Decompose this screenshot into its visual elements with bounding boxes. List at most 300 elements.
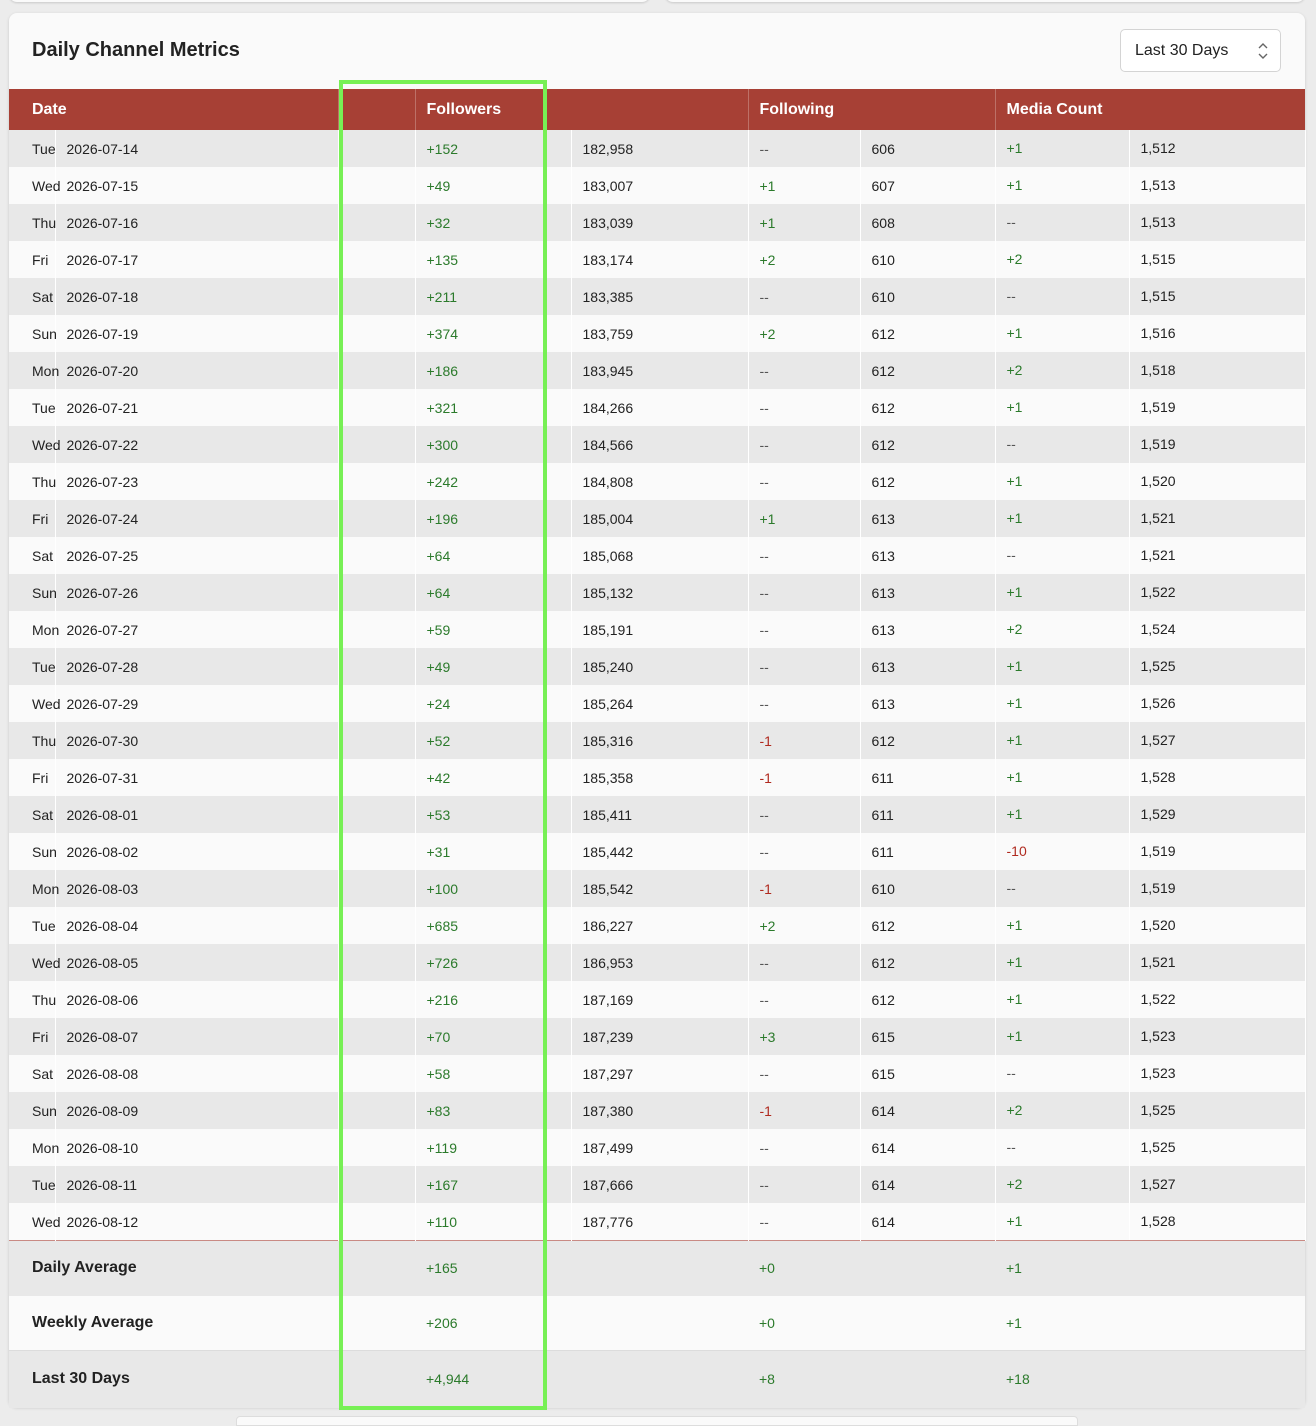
following-delta-cell: +2 (748, 315, 860, 352)
following-total-cell: 613 (860, 648, 995, 685)
date-cell: 2026-08-05 (55, 944, 338, 981)
following-total-cell: 612 (860, 907, 995, 944)
date-cell: 2026-07-23 (55, 463, 338, 500)
following-total-cell: 612 (860, 981, 995, 1018)
media-total: 1,516 (1129, 315, 1176, 352)
media-cell (995, 537, 1305, 574)
spacer-cell (338, 759, 415, 796)
spacer-cell (338, 130, 415, 167)
followers-total-cell: 187,297 (571, 1055, 748, 1092)
date-cell: 2026-07-27 (55, 611, 338, 648)
metrics-table (9, 89, 1306, 1408)
followers-total-cell: 187,169 (571, 981, 748, 1018)
date-cell: 2026-07-28 (55, 648, 338, 685)
media-total: 1,521 (1129, 500, 1176, 537)
media-cell (995, 167, 1305, 204)
following-total-cell: 614 (860, 1166, 995, 1203)
day-cell: Fri (9, 500, 55, 537)
media-total: 1,515 (1129, 241, 1176, 278)
following-delta-cell: -1 (748, 722, 860, 759)
following-total-cell: 612 (860, 722, 995, 759)
following-delta-cell: -- (748, 981, 860, 1018)
followers-delta-cell: +374 (415, 315, 571, 352)
date-cell: 2026-07-21 (55, 389, 338, 426)
media-delta: +1 (1006, 399, 1023, 415)
media-total: 1,521 (1129, 944, 1176, 981)
spacer-cell (338, 167, 415, 204)
followers-total-cell: 186,953 (571, 944, 748, 981)
spacer-cell (338, 389, 415, 426)
date-cell: 2026-08-04 (55, 907, 338, 944)
spacer-cell (338, 500, 415, 537)
column-header-date[interactable]: Date (9, 89, 338, 130)
following-total-cell: 613 (860, 685, 995, 722)
day-cell: Sat (9, 796, 55, 833)
media-cell (995, 1203, 1305, 1241)
spacer-cell (338, 796, 415, 833)
followers-total-cell: 187,666 (571, 1166, 748, 1203)
following-total-cell: 611 (860, 759, 995, 796)
spacer-cell (338, 574, 415, 611)
day-cell: Sun (9, 574, 55, 611)
following-total-cell: 612 (860, 352, 995, 389)
table-row (9, 611, 1305, 648)
table-row (9, 352, 1305, 389)
day-cell: Thu (9, 204, 55, 241)
media-total: 1,512 (1129, 130, 1176, 167)
date-cell: 2026-07-25 (55, 537, 338, 574)
followers-total-cell: 183,759 (571, 315, 748, 352)
date-cell: 2026-07-30 (55, 722, 338, 759)
following-total-cell: 613 (860, 500, 995, 537)
followers-delta-cell: +70 (415, 1018, 571, 1055)
following-delta-cell: -- (748, 1203, 860, 1241)
followers-delta-cell: +135 (415, 241, 571, 278)
day-cell: Tue (9, 389, 55, 426)
following-total-cell: 614 (860, 1203, 995, 1241)
following-total-cell: 612 (860, 389, 995, 426)
following-total-cell: 611 (860, 833, 995, 870)
media-cell (995, 796, 1305, 833)
followers-total-cell: 185,316 (571, 722, 748, 759)
followers-delta-cell: +31 (415, 833, 571, 870)
followers-delta-cell: +64 (415, 537, 571, 574)
followers-delta-cell: +216 (415, 981, 571, 1018)
media-total: 1,520 (1129, 463, 1176, 500)
media-total: 1,515 (1129, 278, 1176, 315)
table-row (9, 130, 1305, 167)
media-total: 1,523 (1129, 1018, 1176, 1055)
date-cell: 2026-08-11 (55, 1166, 338, 1203)
table-header-row (9, 89, 1305, 130)
media-cell (995, 759, 1305, 796)
followers-delta-cell: +42 (415, 759, 571, 796)
table-row (9, 389, 1305, 426)
followers-total-cell: 185,068 (571, 537, 748, 574)
media-delta: +1 (1006, 658, 1023, 674)
media-delta: +1 (1006, 584, 1023, 600)
media-cell (995, 500, 1305, 537)
followers-total-cell: 185,411 (571, 796, 748, 833)
day-cell: Mon (9, 352, 55, 389)
media-total: 1,525 (1129, 1092, 1176, 1129)
followers-total-cell: 184,566 (571, 426, 748, 463)
following-delta-cell: -- (748, 611, 860, 648)
media-total: 1,520 (1129, 907, 1176, 944)
date-cell: 2026-07-24 (55, 500, 338, 537)
spacer-cell (338, 870, 415, 907)
day-cell: Sun (9, 1092, 55, 1129)
followers-delta-cell: +52 (415, 722, 571, 759)
followers-delta-cell: +726 (415, 944, 571, 981)
table-row (9, 907, 1305, 944)
spacer-cell (338, 981, 415, 1018)
day-cell: Fri (9, 241, 55, 278)
media-total: 1,527 (1129, 722, 1176, 759)
followers-delta-cell: +167 (415, 1166, 571, 1203)
media-cell (995, 241, 1305, 278)
followers-delta-cell: +110 (415, 1203, 571, 1241)
following-delta-cell: -- (748, 278, 860, 315)
following-total-cell: 610 (860, 241, 995, 278)
followers-delta-cell: +321 (415, 389, 571, 426)
following-total-cell: 615 (860, 1055, 995, 1092)
media-delta: +1 (1006, 1213, 1023, 1229)
day-cell: Fri (9, 759, 55, 796)
following-total-cell: 607 (860, 167, 995, 204)
following-total-cell: 610 (860, 278, 995, 315)
summary-row (9, 1241, 1305, 1296)
media-total: 1,522 (1129, 574, 1176, 611)
day-cell: Wed (9, 1203, 55, 1241)
summary-media: +1 (1006, 1314, 1022, 1331)
day-cell: Thu (9, 463, 55, 500)
table-row (9, 278, 1305, 315)
media-total: 1,518 (1129, 352, 1176, 389)
summary-following: +0 (759, 1260, 775, 1277)
summary-row (9, 1351, 1305, 1408)
followers-delta-cell: +32 (415, 204, 571, 241)
date-cell: 2026-07-29 (55, 685, 338, 722)
media-delta: +1 (1006, 732, 1023, 748)
media-total: 1,521 (1129, 537, 1176, 574)
summary-row (9, 1296, 1305, 1351)
following-delta-cell: -1 (748, 1092, 860, 1129)
media-total: 1,523 (1129, 1055, 1176, 1092)
media-total: 1,527 (1129, 1166, 1176, 1203)
next-card (236, 1416, 1078, 1426)
table-row (9, 1018, 1305, 1055)
followers-total-cell: 183,039 (571, 204, 748, 241)
media-delta: +1 (1006, 991, 1023, 1007)
followers-total-cell: 183,174 (571, 241, 748, 278)
day-cell: Wed (9, 685, 55, 722)
following-delta-cell: -- (748, 463, 860, 500)
date-cell: 2026-07-19 (55, 315, 338, 352)
media-cell (995, 463, 1305, 500)
spacer-cell (338, 944, 415, 981)
media-delta: +2 (1006, 362, 1023, 378)
followers-delta-cell: +300 (415, 426, 571, 463)
media-cell (995, 907, 1305, 944)
media-delta: -- (1006, 288, 1016, 304)
following-total-cell: 606 (860, 130, 995, 167)
following-total-cell: 614 (860, 1129, 995, 1166)
media-delta: +2 (1006, 621, 1023, 637)
following-total-cell: 615 (860, 1018, 995, 1055)
media-delta: +1 (1006, 769, 1023, 785)
table-row (9, 1166, 1305, 1203)
date-cell: 2026-08-08 (55, 1055, 338, 1092)
followers-delta-cell: +211 (415, 278, 571, 315)
following-total-cell: 613 (860, 537, 995, 574)
followers-delta-cell: +59 (415, 611, 571, 648)
day-cell: Wed (9, 167, 55, 204)
following-delta-cell: +1 (748, 204, 860, 241)
media-delta: +2 (1006, 251, 1023, 267)
day-cell: Tue (9, 1166, 55, 1203)
date-cell: 2026-08-07 (55, 1018, 338, 1055)
date-cell: 2026-08-12 (55, 1203, 338, 1241)
date-cell: 2026-07-14 (55, 130, 338, 167)
media-total: 1,519 (1129, 833, 1176, 870)
media-cell (995, 204, 1305, 241)
following-delta-cell: +2 (748, 907, 860, 944)
followers-total-cell: 185,004 (571, 500, 748, 537)
table-row (9, 759, 1305, 796)
media-delta: -- (1006, 880, 1016, 896)
followers-delta-cell: +196 (415, 500, 571, 537)
media-total: 1,525 (1129, 648, 1176, 685)
spacer-cell (338, 241, 415, 278)
previous-card-left (9, 0, 650, 2)
followers-delta-cell: +24 (415, 685, 571, 722)
card-title: Daily Channel Metrics (32, 39, 240, 61)
table-row (9, 500, 1305, 537)
table-row (9, 1203, 1305, 1241)
day-cell: Sat (9, 537, 55, 574)
media-total: 1,524 (1129, 611, 1176, 648)
table-row (9, 944, 1305, 981)
date-cell: 2026-07-20 (55, 352, 338, 389)
following-delta-cell: -- (748, 130, 860, 167)
media-delta: +1 (1006, 1028, 1023, 1044)
following-delta-cell: +1 (748, 167, 860, 204)
summary-media: +1 (1006, 1260, 1022, 1277)
followers-delta-cell: +49 (415, 167, 571, 204)
summary-label: Weekly Average (32, 1313, 154, 1331)
spacer-cell (338, 685, 415, 722)
followers-total-cell: 184,808 (571, 463, 748, 500)
column-header-media-count[interactable]: Media Count (1006, 100, 1103, 118)
followers-delta-cell: +53 (415, 796, 571, 833)
media-cell (995, 278, 1305, 315)
table-row (9, 1055, 1305, 1092)
media-delta: +2 (1006, 1102, 1023, 1118)
table-row (9, 833, 1305, 870)
media-delta: +1 (1006, 140, 1023, 156)
table-row (9, 981, 1305, 1018)
date-cell: 2026-07-26 (55, 574, 338, 611)
following-delta-cell: -- (748, 648, 860, 685)
media-cell (995, 1018, 1305, 1055)
media-delta: +1 (1006, 695, 1023, 711)
table-row (9, 722, 1305, 759)
following-total-cell: 612 (860, 315, 995, 352)
spacer-cell (338, 1166, 415, 1203)
table-row (9, 426, 1305, 463)
spacer-cell (338, 1092, 415, 1129)
spacer-cell (338, 278, 415, 315)
date-cell: 2026-07-17 (55, 241, 338, 278)
following-total-cell: 613 (860, 611, 995, 648)
following-delta-cell: -- (748, 685, 860, 722)
media-total: 1,513 (1129, 204, 1176, 241)
table-row (9, 796, 1305, 833)
following-delta-cell: +3 (748, 1018, 860, 1055)
date-cell: 2026-07-31 (55, 759, 338, 796)
spacer-cell (338, 315, 415, 352)
date-cell: 2026-08-10 (55, 1129, 338, 1166)
followers-total-cell: 187,499 (571, 1129, 748, 1166)
day-cell: Mon (9, 611, 55, 648)
following-delta-cell: +1 (748, 500, 860, 537)
table-row (9, 537, 1305, 574)
following-total-cell: 612 (860, 426, 995, 463)
following-delta-cell: -- (748, 833, 860, 870)
following-total-cell: 612 (860, 944, 995, 981)
media-delta: -- (1006, 214, 1016, 230)
following-delta-cell: -1 (748, 870, 860, 907)
table-row (9, 1129, 1305, 1166)
followers-total-cell: 185,542 (571, 870, 748, 907)
followers-delta-cell: +242 (415, 463, 571, 500)
spacer-cell (338, 1055, 415, 1092)
media-total: 1,526 (1129, 685, 1176, 722)
column-header-following[interactable]: Following (748, 89, 995, 130)
media-cell (995, 315, 1305, 352)
media-cell (995, 426, 1305, 463)
following-delta-cell: -- (748, 352, 860, 389)
media-cell (995, 981, 1305, 1018)
followers-total-cell: 187,239 (571, 1018, 748, 1055)
day-cell: Sun (9, 833, 55, 870)
followers-total-cell: 184,266 (571, 389, 748, 426)
media-cell (995, 833, 1305, 870)
media-delta: -- (1006, 547, 1016, 563)
column-header-followers[interactable]: Followers (415, 89, 748, 130)
table-row (9, 241, 1305, 278)
following-total-cell: 613 (860, 574, 995, 611)
following-delta-cell: -- (748, 1166, 860, 1203)
summary-body (9, 1241, 1305, 1408)
media-delta: -10 (1006, 843, 1027, 859)
media-delta: -- (1006, 1065, 1016, 1081)
day-cell: Fri (9, 1018, 55, 1055)
followers-delta-cell: +100 (415, 870, 571, 907)
spacer-cell (338, 611, 415, 648)
date-range-select[interactable] (1120, 29, 1281, 72)
following-delta-cell: -- (748, 537, 860, 574)
media-delta: +1 (1006, 177, 1023, 193)
summary-label: Daily Average (32, 1259, 137, 1277)
spacer-cell (338, 722, 415, 759)
summary-followers: +4,944 (426, 1371, 470, 1388)
followers-delta-cell: +685 (415, 907, 571, 944)
following-total-cell: 608 (860, 204, 995, 241)
followers-total-cell: 185,442 (571, 833, 748, 870)
day-cell: Wed (9, 426, 55, 463)
spacer-cell (338, 352, 415, 389)
day-cell: Tue (9, 648, 55, 685)
followers-delta-cell: +49 (415, 648, 571, 685)
media-delta: +1 (1006, 473, 1023, 489)
media-cell (995, 611, 1305, 648)
day-cell: Wed (9, 944, 55, 981)
media-total: 1,519 (1129, 389, 1176, 426)
spacer-cell (338, 537, 415, 574)
spacer-cell (338, 648, 415, 685)
followers-total-cell: 183,007 (571, 167, 748, 204)
followers-total-cell: 182,958 (571, 130, 748, 167)
spacer-cell (338, 833, 415, 870)
table-row (9, 204, 1305, 241)
date-cell: 2026-08-09 (55, 1092, 338, 1129)
spacer-cell (338, 1203, 415, 1241)
day-cell: Tue (9, 130, 55, 167)
summary-media: +18 (1006, 1371, 1030, 1388)
following-total-cell: 610 (860, 870, 995, 907)
media-cell (995, 352, 1305, 389)
following-delta-cell: -- (748, 944, 860, 981)
table-row (9, 685, 1305, 722)
following-total-cell: 614 (860, 1092, 995, 1129)
media-total: 1,519 (1129, 870, 1176, 907)
previous-card-right (665, 0, 1305, 2)
media-delta: +1 (1006, 510, 1023, 526)
media-cell (995, 1166, 1305, 1203)
followers-total-cell: 185,264 (571, 685, 748, 722)
following-total-cell: 612 (860, 463, 995, 500)
column-header-blank (338, 89, 415, 130)
followers-total-cell: 187,776 (571, 1203, 748, 1241)
media-total: 1,528 (1129, 759, 1176, 796)
table-row (9, 870, 1305, 907)
summary-following: +0 (759, 1314, 775, 1331)
followers-delta-cell: +119 (415, 1129, 571, 1166)
media-delta: +1 (1006, 954, 1023, 970)
spacer-cell (338, 426, 415, 463)
day-cell: Mon (9, 1129, 55, 1166)
media-cell (995, 1129, 1305, 1166)
media-delta: +1 (1006, 806, 1023, 822)
date-cell: 2026-07-22 (55, 426, 338, 463)
followers-total-cell: 186,227 (571, 907, 748, 944)
date-cell: 2026-07-18 (55, 278, 338, 315)
media-total: 1,513 (1129, 167, 1176, 204)
table-row (9, 648, 1305, 685)
media-total: 1,525 (1129, 1129, 1176, 1166)
table-body (9, 130, 1305, 1241)
daily-metrics-card (9, 13, 1305, 1407)
media-total: 1,529 (1129, 796, 1176, 833)
summary-followers: +206 (426, 1314, 458, 1331)
media-cell (995, 722, 1305, 759)
media-cell (995, 1055, 1305, 1092)
date-cell: 2026-07-16 (55, 204, 338, 241)
day-cell: Sat (9, 1055, 55, 1092)
summary-label: Last 30 Days (32, 1370, 130, 1388)
